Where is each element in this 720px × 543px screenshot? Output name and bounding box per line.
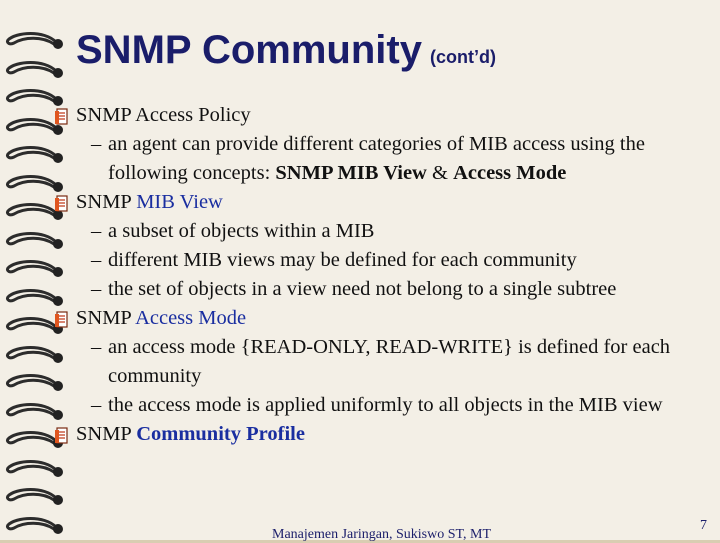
- text-run: SNMP: [76, 423, 137, 445]
- binding-ring: [4, 401, 66, 423]
- binding-ring: [4, 59, 66, 81]
- binding-ring: [4, 344, 66, 366]
- dash-marker: –: [91, 394, 102, 416]
- page-number: 7: [700, 518, 707, 533]
- dash-marker: –: [91, 249, 102, 271]
- binding-ring: [4, 515, 66, 537]
- text-run: different MIB views may be defined for each community: [108, 249, 577, 271]
- bullet-item: [58, 188, 708, 217]
- binding-ring: [4, 258, 66, 280]
- binding-ring: [4, 173, 66, 195]
- text-run: &: [426, 162, 454, 184]
- bullet-item: [58, 304, 708, 333]
- binding-ring: [4, 458, 66, 480]
- slide-title: [76, 30, 496, 70]
- sub-bullet-item: [58, 246, 708, 275]
- sub-bullet-item: [58, 275, 708, 304]
- text-run: SNMP: [76, 307, 136, 329]
- sub-bullet-item: [58, 217, 708, 246]
- sub-bullet-item: [58, 391, 708, 420]
- binding-ring: [4, 230, 66, 252]
- dash-marker: –: [91, 133, 102, 155]
- document-icon: [54, 193, 72, 211]
- dash-marker: –: [91, 220, 102, 242]
- binding-ring: [4, 287, 66, 309]
- text-run: the set of objects in a view need not belong to a single subtree: [108, 278, 617, 300]
- binding-ring: [4, 486, 66, 508]
- text-run: SNMP MIB View: [275, 162, 427, 184]
- title-main: SNMP Community: [76, 28, 422, 72]
- document-icon: [54, 309, 72, 327]
- text-run: an agent can provide different categories of MIB access using the following concepts:: [108, 133, 645, 184]
- text-run: the access mode is applied uniformly to all objects in the MIB view: [108, 394, 663, 416]
- text-run: MIB View: [136, 191, 223, 213]
- text-run: SNMP Access Policy: [76, 104, 251, 126]
- document-icon: [54, 425, 72, 443]
- dash-marker: –: [91, 278, 102, 300]
- dash-marker: –: [91, 336, 102, 358]
- text-run: Access Mode: [453, 162, 567, 184]
- binding-ring: [4, 30, 66, 52]
- footer-text: Manajemen Jaringan, Sukiswo ST, MT: [272, 527, 492, 542]
- document-icon: [54, 106, 72, 124]
- binding-ring: [4, 144, 66, 166]
- text-run: SNMP: [76, 191, 137, 213]
- sub-bullet-item: [58, 130, 708, 188]
- sub-bullet-item: [58, 333, 708, 391]
- title-sub: (cont’d): [429, 47, 496, 67]
- text-run: a subset of objects within a MIB: [108, 220, 375, 242]
- text-run: an access mode {READ-ONLY, READ-WRITE} is defined for each community: [108, 336, 671, 387]
- binding-ring: [4, 372, 66, 394]
- bullet-item: [58, 101, 708, 130]
- text-run: Access Mode: [135, 307, 247, 329]
- bullet-item: [58, 420, 708, 449]
- bullet-list: [58, 101, 708, 449]
- text-run: Community Profile: [136, 423, 305, 445]
